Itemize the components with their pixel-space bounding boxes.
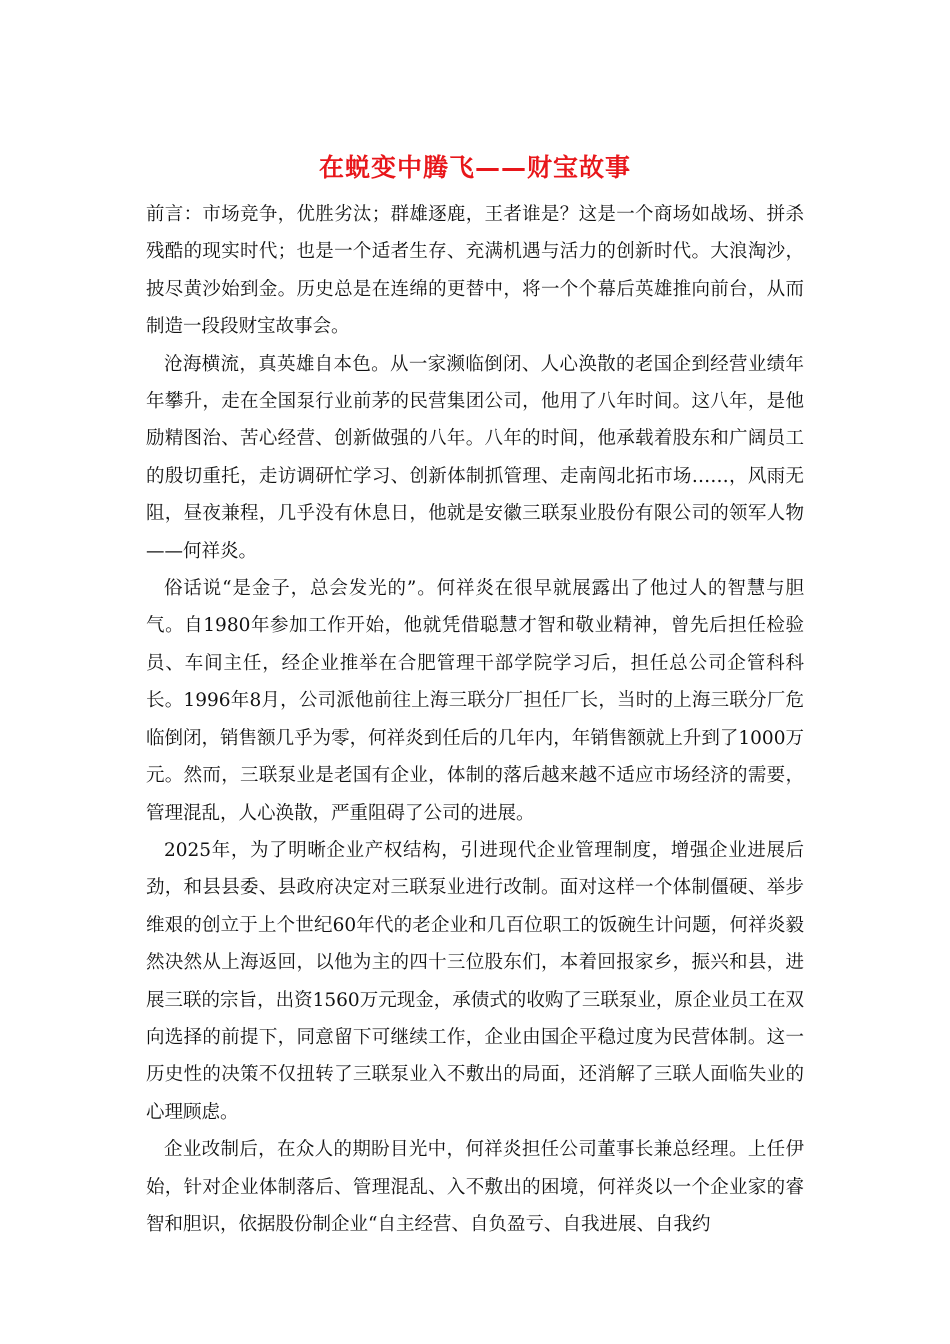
paragraph: 2025年，为了明晰企业产权结构，引进现代企业管理制度，增强企业进展后劲，和县县委、县政府决定对三联泵业进行改制。面对这样一个体制僵硬、举步维艰的创立于上个世纪60年代的老企业和几百位职工的饭碗生计问题，何祥炎毅然决然从上海返回，以他为主的四十三位股东们，本着回报家乡，振兴和县，进展三联的宗旨，出资1560万元现金，承债式的收购了三联泵业，原企业员工在双向选择的前提下，同意留下可继续工作，企业由国企平稳过度为民营体制。这一历史性的决策不仅扭转了三联泵业入不敷出的局面，还消解了三联人面临失业的心理顾虑。 xyxy=(146,839,804,1123)
document-title: 在蜕变中腾飞——财宝故事 xyxy=(318,153,631,182)
document-body xyxy=(146,196,804,1243)
paragraph: 企业改制后，在众人的期盼目光中，何祥炎担任公司董事长兼总经理。上任伊始，针对企业体制落后、管理混乱、入不敷出的困境，何祥炎以一个企业家的睿智和胆识，依据股份制企业“自主经营、自负盈亏、自我进展、自我约 xyxy=(146,1139,804,1235)
paragraph-preface: 前言：市场竞争，优胜劣汰；群雄逐鹿，王者谁是？这是一个商场如战场、拼杀残酷的现实时代；也是一个适者生存、充满机遇与活力的创新时代。大浪淘沙，披尽黄沙始到金。历史总是在连绵的更替中，将一个个幕后英雄推向前台，从而制造一段段财宝故事会。 xyxy=(146,204,804,338)
paragraph: 俗话说“是金子，总会发光的”。何祥炎在很早就展露出了他过人的智慧与胆气。自1980年参加工作开始，他就凭借聪慧才智和敬业精神，曾先后担任检验员、车间主任，经企业推举在合肥管理干部学院学习后，担任总公司企管科科长。1996年8月，公司派他前往上海三联分厂担任厂长，当时的上海三联分厂危临倒闭，销售额几乎为零，何祥炎到任后的几年内，年销售额就上升到了1000万元。然而，三联泵业是老国有企业，体制的落后越来越不适应市场经济的需要，管理混乱，人心涣散，严重阻碍了公司的进展。 xyxy=(146,578,804,824)
paragraph: 沧海横流，真英雄自本色。从一家濒临倒闭、人心涣散的老国企到经营业绩年年攀升，走在全国泵行业前茅的民营集团公司，他用了八年时间。这八年，是他励精图治、苦心经营、创新做强的八年。八年的时间，他承载着股东和广阔员工的殷切重托，走访调研忙学习、创新体制抓管理、走南闯北拓市场……，风雨无阻，昼夜兼程，几乎没有休息日，他就是安徽三联泵业股份有限公司的领军人物——何祥炎。 xyxy=(146,353,804,562)
